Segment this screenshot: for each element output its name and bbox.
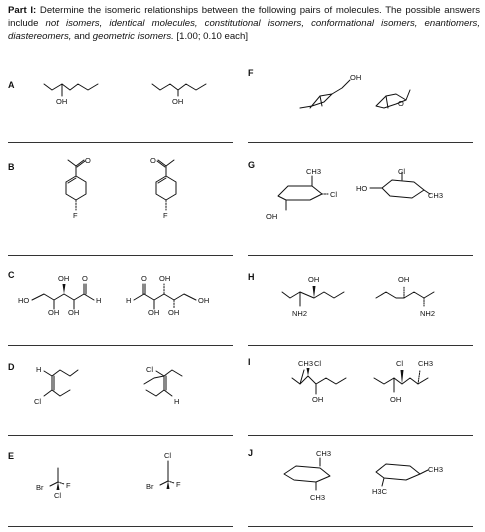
molecule-a-right [148,76,228,116]
atom-label: OH [56,97,68,106]
divider [8,526,233,527]
atom-label: OH [312,395,324,404]
atom-label: Cl [314,359,322,368]
molecule-h-left [276,272,366,330]
atom-label: HO [18,296,30,305]
atom-label: OH [159,274,171,283]
atom-label: H [126,296,132,305]
divider [248,345,473,346]
divider [8,142,233,143]
atom-label: CH3 [306,167,322,176]
molecule-b-left [54,148,114,230]
points-note: [1.00; 0.10 each] [173,31,248,42]
atom-label: Cl [398,167,406,176]
problem-label-f: F [248,68,254,78]
atom-label: Cl [146,365,154,374]
atom-label: OH [58,274,70,283]
atom-label: O [398,99,404,108]
atom-label: OH [172,97,184,106]
atom-label: OH [398,275,410,284]
molecule-g-right [356,168,466,218]
atom-label: O [82,274,88,283]
atom-label: OH [68,308,80,317]
atom-label: Br [146,482,154,491]
molecule-d-left [30,364,110,414]
divider [248,435,473,436]
atom-label: OH [390,395,402,404]
atom-label: CH3 [428,465,444,474]
molecule-g-left [266,164,356,224]
atom-label: CH3 [428,191,444,200]
atom-label: CH3 [418,359,434,368]
divider [8,255,233,256]
molecule-i-left [286,356,376,416]
atom-label: OH [148,308,160,317]
atom-label: H [96,296,102,305]
atom-label: F [176,480,181,489]
molecule-e-left [36,462,96,512]
atom-label: Cl [34,397,42,406]
molecule-c-left [18,270,128,330]
problem-label-i: I [248,357,251,367]
molecule-j-right [366,448,466,508]
molecule-a-left [40,76,120,116]
atom-label: H [36,365,42,374]
molecule-b-right [144,148,204,230]
atom-label: H3C [372,487,388,496]
divider [8,345,233,346]
problem-label-b: B [8,162,15,172]
atom-label: F [163,211,168,220]
molecule-h-right [376,272,466,330]
atom-label: O [150,156,156,165]
atom-label: F [73,211,78,220]
atom-label: Cl [330,190,338,199]
divider [248,255,473,256]
atom-label: Cl [164,451,172,460]
atom-label: Cl [396,359,404,368]
problem-label-d: D [8,362,15,372]
atom-label: NH2 [292,309,308,318]
atom-label: HO [356,184,368,193]
instructions [8,4,480,43]
atom-label: NH2 [420,309,436,318]
atom-label: O [85,156,91,165]
atom-label: OH [198,296,210,305]
problem-label-c: C [8,270,15,280]
problem-label-e: E [8,451,15,461]
atom-label: CH3 [298,359,314,368]
molecule-c-right [126,270,236,330]
molecule-e-right [146,448,206,508]
molecule-i-right [368,356,468,416]
molecule-f-right [368,82,438,122]
atom-label: H [174,397,180,406]
molecule-d-right [140,364,220,414]
divider [248,142,473,143]
atom-label: CH3 [310,493,326,502]
answer-options: not isomers, identical molecules, constitutional isomers, conformational isomers, enantiomers, diastereomers, [8,18,480,42]
problem-label-h: H [248,272,255,282]
problem-label-g: G [248,160,256,170]
instructions-text: Determine the isomeric relationships between the following pairs of molecules. The possible answers include [8,5,480,29]
atom-label: O [141,274,147,283]
divider [8,435,233,436]
molecule-f-left [296,70,366,120]
problem-label-j: J [248,448,254,458]
problem-label-a: A [8,80,15,90]
atom-label: Br [36,483,44,492]
atom-label: F [66,481,71,490]
atom-label: OH [350,73,362,82]
instructions-and: and [71,31,93,42]
answer-option-geometric: geometric isomers. [92,31,174,42]
atom-label: OH [266,212,278,221]
atom-label: Cl [54,491,62,500]
divider [248,526,473,527]
atom-label: OH [48,308,60,317]
atom-label: OH [168,308,180,317]
atom-label: CH3 [316,449,332,458]
part-title: Part I: [8,5,37,16]
atom-label: OH [308,275,320,284]
molecule-j-left [276,446,366,506]
